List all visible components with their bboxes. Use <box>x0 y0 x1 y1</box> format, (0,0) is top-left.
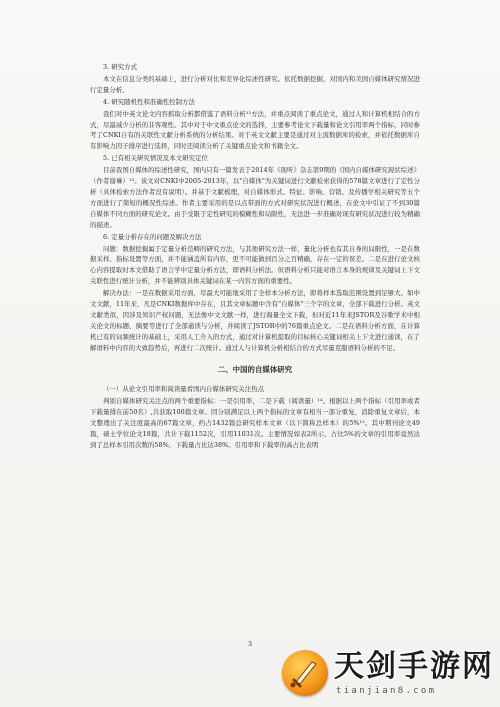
watermark-badge <box>278 648 496 702</box>
bottom-paragraphs <box>90 396 420 451</box>
top-paragraphs <box>90 62 420 354</box>
method-paragraph: 问题：数据挖掘属于定量分析范畴的研究方法，与其他研究方法一样，量化分析也有其自身的局限性，一是在数据采样、指标设置等方面，并不能涵盖所有内容，更不可能做到百分之百精确，存在一定的误差。二是在进行论文核心内容提取时本文借助了语言学中定量分析方法，即语料分析法。但语料分析只能对语言本身的规律及关键词上下文关联性进行统计分析，并不能辨别具体关键词在某一内容方面的重要性。 <box>90 244 420 286</box>
method-heading: 3. 研究方式 <box>103 63 138 71</box>
watermark-domain: tianjian8.com <box>336 686 437 696</box>
method-heading: 5. 已有相关研究情况及本文研究定位 <box>103 154 208 163</box>
sword-logo-icon <box>282 650 328 696</box>
method-paragraph: 目前我国自媒体的综述性研究，国内只有一篇发表于2014年《现听》杂志第9期的《国内自媒体研究现状综述》（作者谢琳）¹³。该文对CNKI中2005-2013年，以"自媒体"为关键词进行文献检索获得的578篇文章进行了定性分析（具体检索方法作者没有说明）。并基于文献梳理，对自媒体形式、特征、影响、营销、及传播学相关研究等五个方面进行了简短的概况性综述。作者主要采用的是以点带面的方式对研究状况进行概述，在论文中引证了不到30篇自媒体不同方面的研究论文。由于受限于定性研究的模糊性和局限性，无法进一步准确对现有研究状况进行较为精确的描述。 <box>90 166 420 229</box>
method-paragraph: 解决办法：一是在数据采用方面，尽最大可能地采用了全样本分析方法，即将样本选取范围设置到足够大。如中文文献，11年来，凡是CNKI数据库中存在，且其文章标题中含有"自媒体"三个字的文章，全部下载进行分析。英文文献类似，因涉及知识产权问题，无法像中文文献一样，进行海量全文下载，但对近11年来JSTOR及谷歌学术中相关论文的标题、摘要等进行了全部通读与分析，并阅读了JSTOR中的76篇重点论文。二是在语料分析方面，在计算机已有的词频统计的基础上，采用人工介入的方式，通过对计算机提取的目标核心关键词相关上下文进行通读，在了解语料中内容的大致趋势后，再进行二次统计。通过人与计算机分析相结合的方式尽量克服语料分析的不足。 <box>90 289 420 352</box>
document-body <box>90 62 420 452</box>
method-heading: 4. 研究随机性和准确性控制方法 <box>103 97 196 106</box>
method-paragraph: 本文在信息分类的基础上，进行分析对比和差异化综述性研究。依托数据挖掘，对国内和美国自媒体研究情况进行定量分析。 <box>90 74 420 94</box>
method-paragraph: 我们对中英文论文内容抓取分析都借鉴了语料分析¹²方法，并重点阅读了重点论文，通过人和计算机相结合的方式，尽最减少分析的非客观性。其中对于中文重点论文的选择，主要参考论文下载量和论文引用率两个指标，同时参考了CNKI自有的关联性文献分析系统的分析结果。对于英文文献主要是通过对主流数据库的检索，并依托数据库自有影响力因子排序进行选择，同时还阅读分析了关键重点论文和书籍全文。 <box>90 109 420 151</box>
page-number: 3 <box>248 641 252 648</box>
method-heading: 6. 定量分析存在的问题及解决方法 <box>103 232 202 241</box>
body-paragraph: 判别自媒体研究关注点的两个重要指标：一是引用率，二是下载（阅读量）¹⁴。根据以上两个指标（引用率或者下载量排在前50名）,共获取100篇文章。因分别满足以上两个指标的文章有相当一部分重复，消除重复文章后，本文整理出了关注度最高的67篇文章，约占1432篇总研究样本文章（以下简称总样本）的5%¹⁵。其中期刊论文49篇，硕士学位论文18篇，共计下载1152次，引用11031次。主要情况如表2所示，占比5%的文章的引用率竟然达到了总样本引用次数的58%，下载量占比达38%。引用率和下载率的高占比表明 <box>90 397 420 449</box>
subsection-heading: （一）从论文引用率和阅读量看国内自媒体研究关注热点 <box>103 385 265 394</box>
section-title: 二、中国的自媒体研究 <box>217 364 293 374</box>
watermark-brand: 天剑手游网 <box>334 649 494 684</box>
